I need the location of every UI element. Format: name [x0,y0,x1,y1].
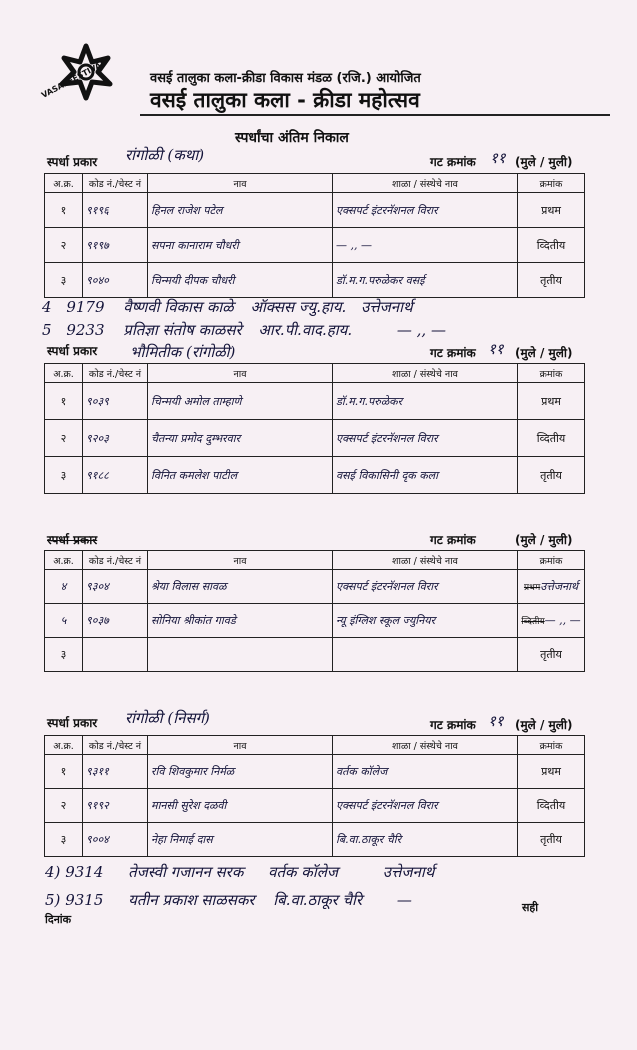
table-row [45,755,585,789]
code-cell: ९२०३ [83,420,148,457]
category-label: स्पर्धा प्रकार [47,716,98,730]
extra-school: बि.वा.ठाकूर चैरि [273,891,363,909]
code-cell: ९०४० [83,263,148,298]
sr-cell: ३ [45,263,83,298]
sr-cell: २ [45,789,83,823]
extra-rank: — [396,891,412,909]
group-value: ११ [490,149,506,167]
sr-cell: ५ [45,604,83,638]
school-cell [333,638,518,672]
extra-school: ऑक्सस ज्यु.हाय. [250,298,347,316]
table-header [45,364,585,383]
vasai-festival-logo [40,40,132,110]
rank-cell: प्रथम [518,193,585,228]
rank-cell: व्दितीय [518,789,585,823]
name-cell: चैतन्या प्रमोद दुम्भरवार [148,420,333,457]
group-label: गट क्रमांक [430,155,476,169]
col-sr: अ.क्र. [45,551,83,570]
col-name: नाव [148,174,333,193]
printed-rank: व्दितीय [521,617,545,627]
table-header [45,174,585,193]
col-rank: क्रमांक [518,174,585,193]
table-row [45,789,585,823]
code-cell: ९१८८ [83,457,148,494]
extra-sr: 5 [42,321,52,339]
col-school: शाळा / संस्थेचे नाव [333,364,518,383]
table-row [45,570,585,604]
school-cell: एक्सपर्ट इंटरनॅशनल विरार [333,789,518,823]
school-cell: एक्सपर्ट इंटरनॅशनल विरार [333,570,518,604]
table-header [45,736,585,755]
rank-cell: तृतीय [518,263,585,298]
code-cell: ९०३७ [83,604,148,638]
rank-cell: व्दितीय [518,420,585,457]
extra-sr: 5) [45,891,61,909]
col-name: नाव [148,551,333,570]
group-label: गट क्रमांक [430,533,476,547]
table-row [45,420,585,457]
col-sr: अ.क्र. [45,736,83,755]
sr-cell: ३ [45,823,83,857]
rank-written: — ,, — [544,614,581,627]
logo-text: VASAI FESTIVAL [40,58,108,100]
table-row [45,383,585,420]
table-row [45,228,585,263]
sr-cell: १ [45,755,83,789]
table-row [45,604,585,638]
category-label: स्पर्धा प्रकार [47,344,98,358]
name-cell: मानसी सुरेश दळवी [148,789,333,823]
extra-entry [42,297,413,317]
extra-code: 9179 [66,298,105,316]
name-cell: चिन्मयी दीपक चौधरी [148,263,333,298]
sr-cell: ४ [45,570,83,604]
extra-rank: — ,, — [396,321,446,339]
rank-cell: तृतीय [518,638,585,672]
extra-code: 9314 [65,863,104,881]
col-code: कोड नं./चेस्ट नं [83,551,148,570]
festival-title: वसई तालुका कला - क्रीडा महोत्सव [150,88,420,112]
name-cell: हिनल राजेश पटेल [148,193,333,228]
col-rank: क्रमांक [518,364,585,383]
code-cell: ९३११ [83,755,148,789]
col-school: शाळा / संस्थेचे नाव [333,174,518,193]
gender-label: (मुले / मुली) [515,533,573,547]
school-cell: एक्सपर्ट इंटरनॅशनल विरार [333,193,518,228]
extra-rank: उत्तेजनार्थ [382,863,435,881]
results-table [44,735,585,857]
signature-label: सही [522,901,539,914]
sr-cell: ३ [45,457,83,494]
extra-code: 9233 [66,321,105,339]
school-cell: न्यू इंग्लिश स्कूल ज्युनियर [333,604,518,638]
name-cell: सोनिया श्रीकांत गावडे [148,604,333,638]
group-value: ११ [488,712,504,730]
col-sr: अ.क्र. [45,174,83,193]
group-value: ११ [488,340,504,358]
table-row [45,823,585,857]
sr-cell: १ [45,383,83,420]
group-label: गट क्रमांक [430,346,476,360]
date-label: दिनांक [45,913,72,926]
name-cell: सपना कानाराम चौधरी [148,228,333,263]
name-cell: चिन्मयी अमोल ताम्हाणे [148,383,333,420]
category-label: स्पर्धा प्रकार [47,155,98,169]
school-cell: — ,, — [333,228,518,263]
extra-entry [45,862,434,882]
table-row [45,193,585,228]
table-row [45,263,585,298]
sr-cell: ३ [45,638,83,672]
school-cell: एक्सपर्ट इंटरनॅशनल विरार [333,420,518,457]
category-value: रांगोळी (निसर्ग) [125,709,210,727]
col-rank: क्रमांक [518,736,585,755]
school-cell: डॉ.म.ग.परुळेकर वसई [333,263,518,298]
result-title: स्पर्धांचा अंतिम निकाल [235,130,349,146]
col-sr: अ.क्र. [45,364,83,383]
code-cell: ९०३९ [83,383,148,420]
col-school: शाळा / संस्थेचे नाव [333,551,518,570]
sr-cell: २ [45,420,83,457]
extra-name: वैष्णवी विकास काळे [123,298,234,316]
code-cell: ९१९६ [83,193,148,228]
extra-code: 9315 [65,891,104,909]
col-school: शाळा / संस्थेचे नाव [333,736,518,755]
code-cell: ९१९२ [83,789,148,823]
table-row [45,638,585,672]
rank-cell: प्रथम [518,383,585,420]
code-cell: ९३०४ [83,570,148,604]
sr-cell: २ [45,228,83,263]
name-cell: नेहा निमाई दास [148,823,333,857]
rank-cell: प्रथम [518,755,585,789]
school-cell: वर्तक कॉलेज [333,755,518,789]
extra-sr: 4) [45,863,61,881]
extra-name: यतीन प्रकाश साळसकर [128,891,255,909]
printed-rank: प्रथम [523,583,541,593]
school-cell: डॉ.म.ग.परुळेकर [333,383,518,420]
extra-school: आर.पी.वाद.हाय. [258,321,353,339]
code-cell: ९००४ [83,823,148,857]
name-cell [148,638,333,672]
header-divider [140,114,610,116]
code-cell [83,638,148,672]
col-rank: क्रमांक [518,551,585,570]
sr-cell: १ [45,193,83,228]
category-value: भौमितीक (रांगोळी) [130,343,236,361]
rank-cell: तृतीय [518,457,585,494]
table-header [45,551,585,570]
extra-school: वर्तक कॉलेज [268,863,339,881]
rank-written: उत्तेजनार्थ [540,580,579,593]
name-cell: विनित कमलेश पाटील [148,457,333,494]
group-label: गट क्रमांक [430,718,476,732]
extra-entry [42,320,446,340]
rank-cell: व्दितीय [518,228,585,263]
gender-label: (मुले / मुली) [515,155,573,169]
name-cell: रवि शिवकुमार निर्मळ [148,755,333,789]
results-table [44,550,585,672]
col-name: नाव [148,364,333,383]
extra-rank: उत्तेजनार्थ [361,298,413,316]
results-table [44,363,585,494]
extra-name: तेजस्वी गजानन सरक [128,863,244,881]
category-label: स्पर्धा प्रकार [47,533,98,547]
name-cell: श्रेया विलास सावळ [148,570,333,604]
extra-sr: 4 [42,298,52,316]
rank-cell [518,604,585,638]
rank-cell: तृतीय [518,823,585,857]
extra-entry [45,890,412,910]
rank-cell [518,570,585,604]
organizer-line: वसई तालुका कला-क्रीडा विकास मंडळ (रजि.) आयोजित [150,71,421,86]
col-name: नाव [148,736,333,755]
col-code: कोड नं./चेस्ट नं [83,364,148,383]
school-cell: बि.वा.ठाकूर चैरि [333,823,518,857]
col-code: कोड नं./चेस्ट नं [83,174,148,193]
gender-label: (मुले / मुली) [515,346,573,360]
code-cell: ९१९७ [83,228,148,263]
extra-name: प्रतिज्ञा संतोष काळसरे [123,321,242,339]
school-cell: वसई विकासिनी दृक कला [333,457,518,494]
category-value: रांगोळी (कथा) [125,146,205,164]
table-row [45,457,585,494]
gender-label: (मुले / मुली) [515,718,573,732]
results-table [44,173,585,298]
col-code: कोड नं./चेस्ट नं [83,736,148,755]
